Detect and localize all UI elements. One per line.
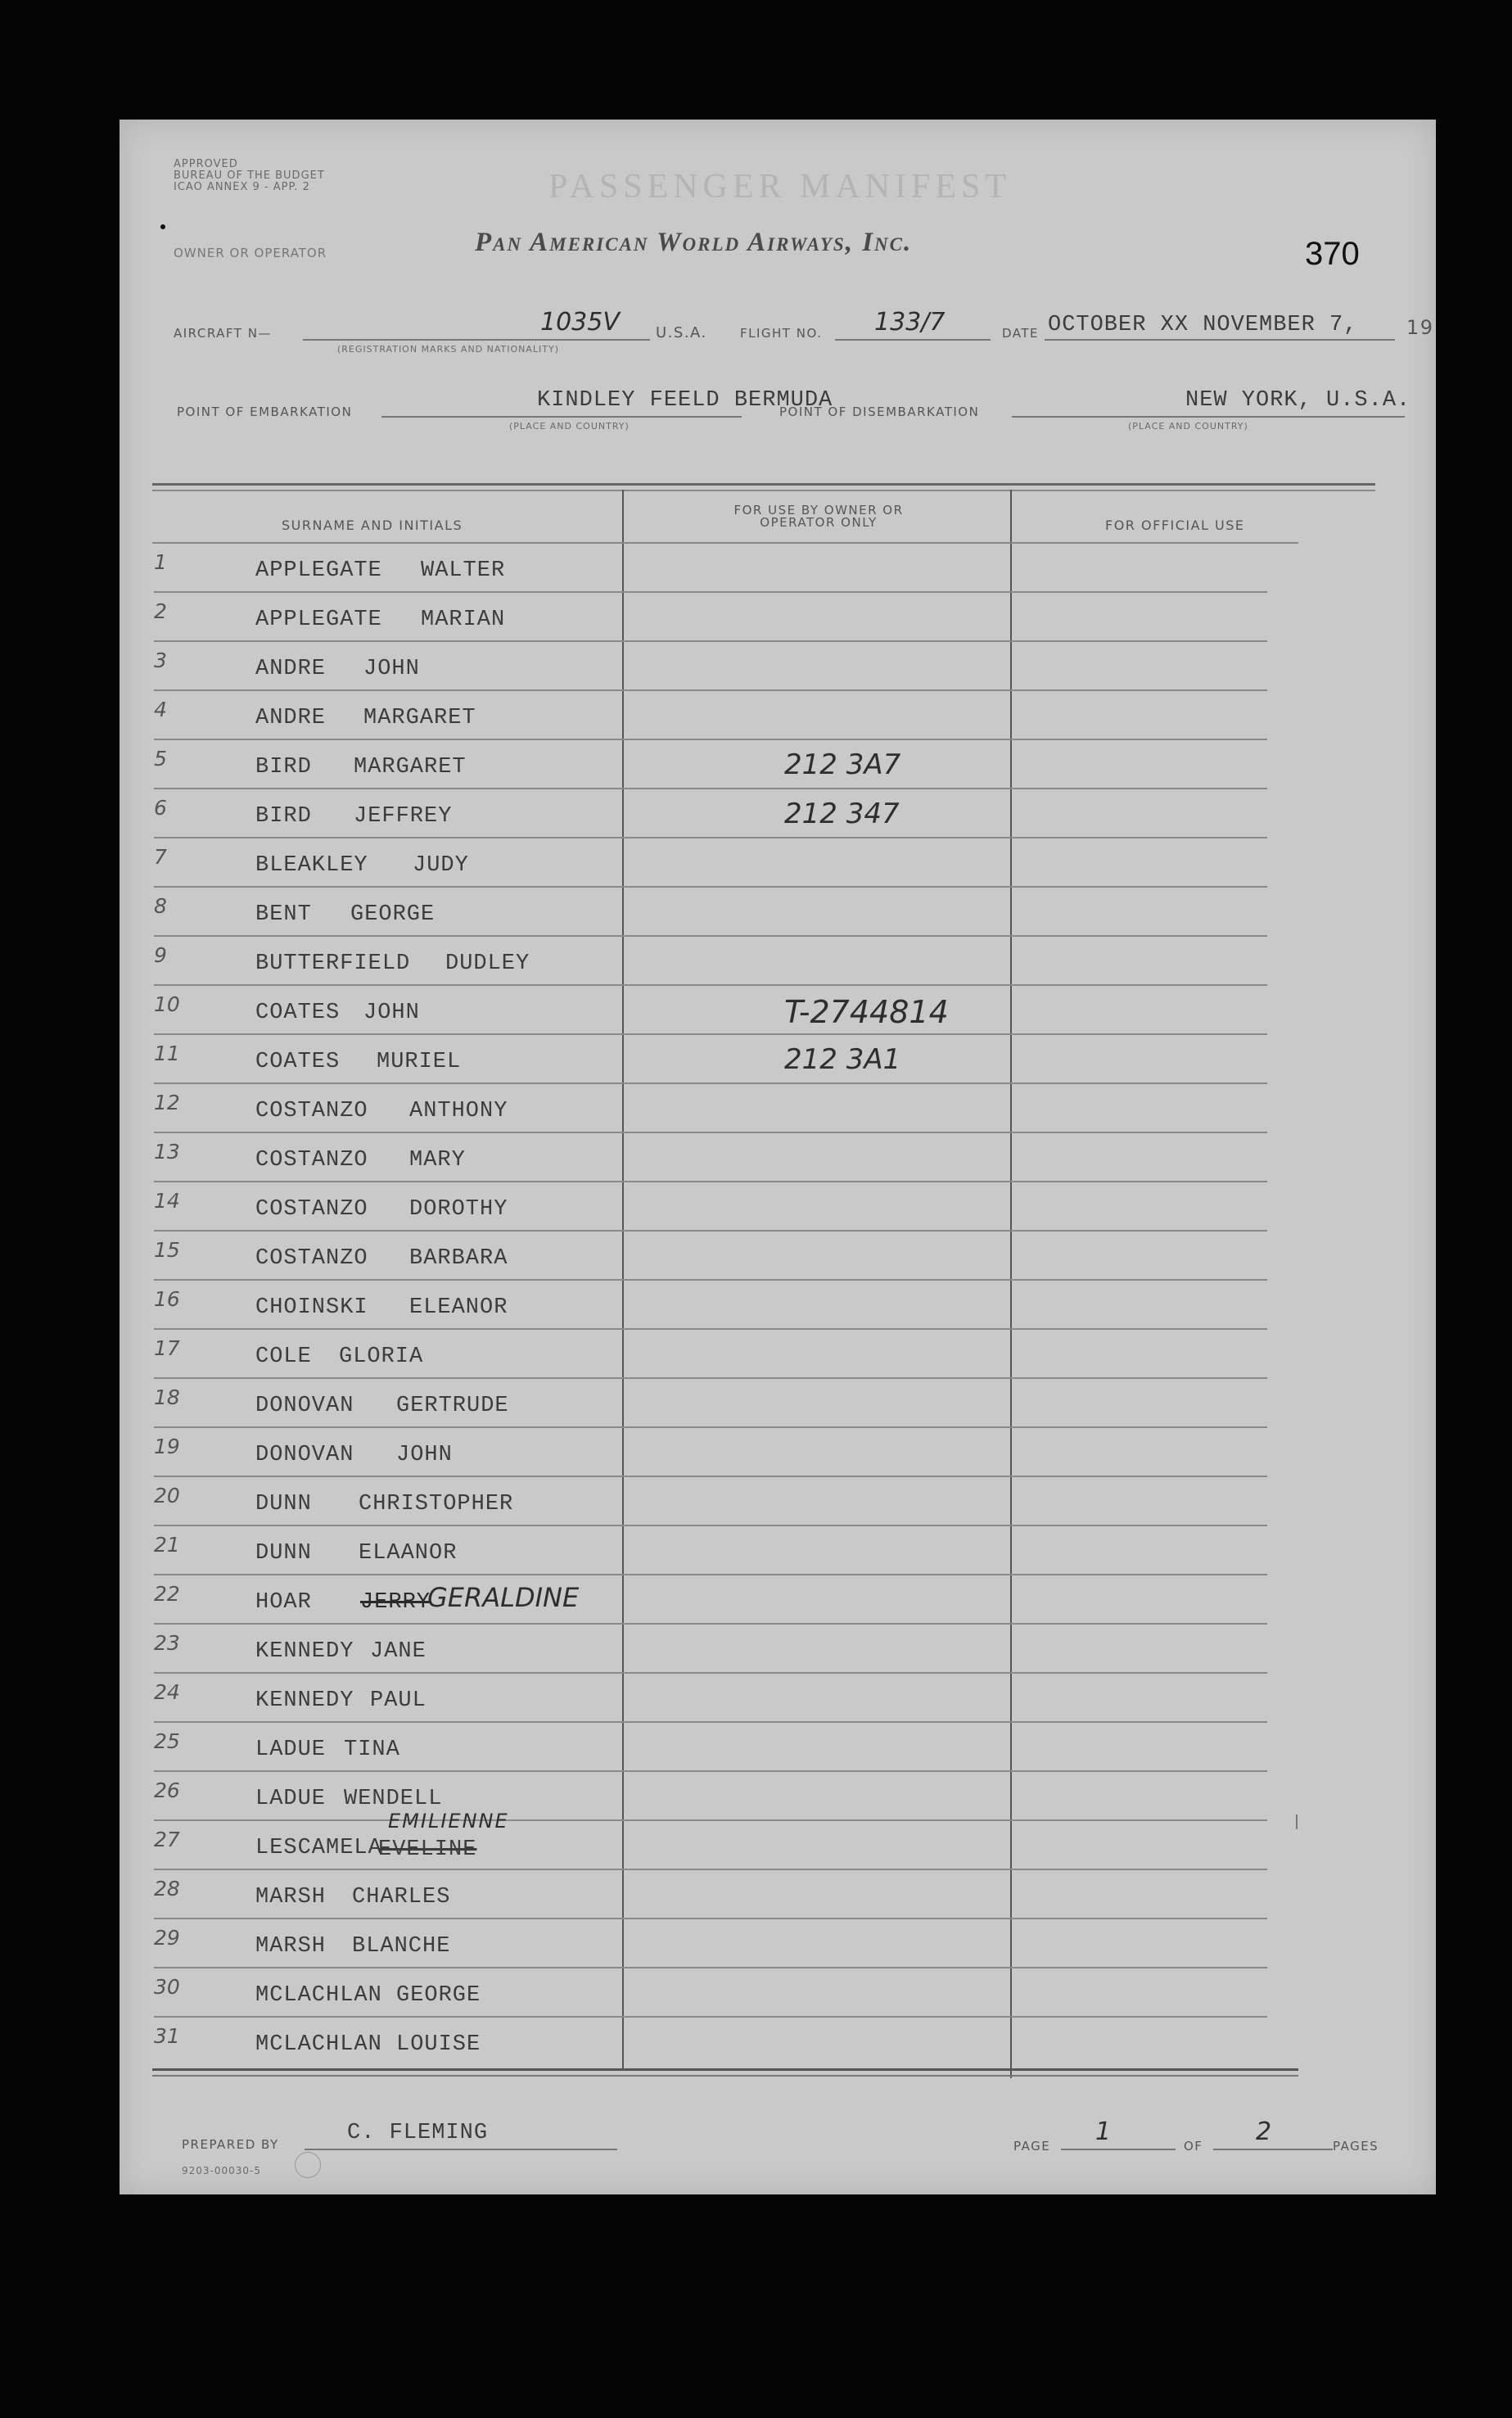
passenger-row xyxy=(154,1287,1300,1336)
page-value: 1 xyxy=(1095,2117,1112,2146)
surname: BIRD xyxy=(255,755,312,780)
passenger-row xyxy=(154,1336,1300,1385)
pages-label: PAGES xyxy=(1333,2139,1379,2154)
row-number: 20 xyxy=(154,1484,180,1507)
aircraft-country: U.S.A. xyxy=(656,324,707,341)
surname: ANDRE xyxy=(255,706,327,730)
surname: LADUE xyxy=(255,1787,327,1811)
row-rule xyxy=(154,591,1267,593)
row-rule xyxy=(154,1426,1267,1428)
row-rule xyxy=(154,1476,1267,1477)
surname: LESCAMELA xyxy=(255,1836,382,1860)
of-value: 2 xyxy=(1256,2117,1272,2146)
surname: ANDRE xyxy=(255,657,327,681)
given-name: ELAANOR xyxy=(359,1541,458,1566)
given-name: BARBARA xyxy=(409,1246,508,1271)
given-name: JEFFREY xyxy=(354,804,453,829)
given-name: PAUL xyxy=(370,1688,427,1713)
row-number: 3 xyxy=(154,649,167,672)
passenger-row xyxy=(154,1189,1300,1238)
passenger-row xyxy=(154,1582,1300,1631)
given-name: JOHN xyxy=(363,657,420,681)
row-rule xyxy=(154,935,1267,937)
passenger-row xyxy=(154,1975,1300,2024)
date-label: DATE xyxy=(1002,326,1040,341)
passenger-row xyxy=(154,1680,1300,1729)
surname: COATES xyxy=(255,1001,341,1025)
row-rule xyxy=(154,1377,1267,1379)
row-number: 21 xyxy=(154,1533,180,1557)
given-name-struck: JERRY xyxy=(360,1590,431,1615)
given-name: DUDLEY xyxy=(445,951,530,976)
disembark-value: NEW YORK, U.S.A. xyxy=(1185,388,1411,413)
surname: MARSH xyxy=(255,1934,327,1959)
row-rule xyxy=(154,1918,1267,1919)
surname: MARSH xyxy=(255,1885,327,1910)
row-number: 8 xyxy=(154,894,167,918)
row-number: 26 xyxy=(154,1778,180,1802)
row-number: 31 xyxy=(154,2024,180,2048)
row-number: 4 xyxy=(154,698,167,721)
surname: CHOINSKI xyxy=(255,1295,368,1320)
registration-caption: (REGISTRATION MARKS AND NATIONALITY) xyxy=(337,344,560,355)
row-number: 16 xyxy=(154,1287,180,1311)
flight-value: 133/7 xyxy=(874,308,946,337)
given-name-correction: GERALDINE xyxy=(427,1582,580,1613)
aircraft-value: 1035V xyxy=(540,308,620,337)
given-name: JOHN xyxy=(396,1443,453,1467)
page-stamp: 370 xyxy=(1305,236,1360,272)
embark-field xyxy=(381,386,833,418)
row-rule xyxy=(154,788,1267,789)
given-name: BLANCHE xyxy=(352,1934,451,1959)
row-rule xyxy=(154,1181,1267,1182)
row-number: 28 xyxy=(154,1877,180,1901)
table-bottom-rule xyxy=(152,2068,1298,2071)
given-name: MARY xyxy=(409,1148,466,1173)
prepared-value: C. FLEMING xyxy=(347,2121,489,2145)
row-number: 1 xyxy=(154,550,167,574)
passenger-row xyxy=(154,1926,1300,1975)
passenger-row xyxy=(154,747,1300,796)
given-name: ANTHONY xyxy=(409,1099,508,1123)
prepared-label: PREPARED BY xyxy=(182,2137,279,2152)
column-header-official-use: FOR OFFICIAL USE xyxy=(1105,517,1245,533)
given-name: GLORIA xyxy=(339,1345,424,1369)
passenger-row xyxy=(154,599,1300,649)
surname: DUNN xyxy=(255,1492,312,1516)
passenger-row xyxy=(154,1238,1300,1287)
given-name-correction: EMILIENNE xyxy=(388,1810,509,1833)
given-name: GEORGE xyxy=(396,1983,481,2008)
passenger-row xyxy=(154,1729,1300,1778)
approved-line: APPROVED xyxy=(174,158,238,170)
passenger-row xyxy=(154,1810,1300,1877)
given-name: CHRISTOPHER xyxy=(359,1492,514,1516)
operator-note: 212 3A1 xyxy=(784,1043,901,1076)
row-number: 10 xyxy=(154,992,180,1016)
passenger-row xyxy=(154,992,1300,1042)
row-rule xyxy=(154,1672,1267,1674)
passenger-row xyxy=(154,845,1300,894)
row-rule xyxy=(154,1230,1267,1232)
row-rule xyxy=(154,2016,1267,2018)
row-rule xyxy=(154,1574,1267,1575)
manifest-sheet xyxy=(120,120,1436,2194)
aircraft-field xyxy=(303,308,650,341)
row-number: 30 xyxy=(154,1975,180,1999)
surname: BIRD xyxy=(255,804,312,829)
row-number: 29 xyxy=(154,1926,180,1950)
surname: COSTANZO xyxy=(255,1246,368,1271)
approved-line: BUREAU OF THE BUDGET xyxy=(174,169,325,182)
approved-line: ICAO ANNEX 9 - APP. 2 xyxy=(174,181,310,193)
row-rule xyxy=(154,1328,1267,1330)
given-name: WALTER xyxy=(421,558,506,583)
passenger-row xyxy=(154,1091,1300,1140)
given-name: GEORGE xyxy=(350,902,436,927)
row-rule xyxy=(154,1082,1267,1084)
passenger-row xyxy=(154,894,1300,943)
row-number: 6 xyxy=(154,796,167,820)
surname: KENNEDY xyxy=(255,1639,354,1664)
surname: BENT xyxy=(255,902,312,927)
given-name: WENDELL xyxy=(344,1787,443,1811)
row-number: 14 xyxy=(154,1189,180,1213)
owner-label: OWNER OR OPERATOR xyxy=(174,246,327,260)
row-number: 11 xyxy=(154,1042,180,1065)
row-number: 15 xyxy=(154,1238,180,1262)
page-field xyxy=(1061,2117,1176,2150)
row-rule xyxy=(154,1033,1267,1035)
surname: DONOVAN xyxy=(255,1394,354,1418)
given-name: CHARLES xyxy=(352,1885,451,1910)
form-title: PASSENGER MANIFEST xyxy=(548,168,1012,206)
year-prefix: 19 xyxy=(1406,316,1434,339)
of-field xyxy=(1213,2117,1333,2150)
row-rule xyxy=(154,689,1267,691)
given-name: GERTRUDE xyxy=(396,1394,509,1418)
given-name: LOUISE xyxy=(396,2032,481,2057)
row-rule xyxy=(154,1623,1267,1625)
flight-label: FLIGHT NO. xyxy=(740,326,823,341)
embark-caption: (PLACE AND COUNTRY) xyxy=(509,421,630,432)
prepared-field xyxy=(305,2121,617,2150)
given-name: JOHN xyxy=(363,1001,420,1025)
row-rule xyxy=(154,984,1267,986)
row-number: 2 xyxy=(154,599,167,623)
passenger-row xyxy=(154,1877,1300,1926)
surname: COSTANZO xyxy=(255,1197,368,1222)
row-rule xyxy=(154,837,1267,838)
surname: APPLEGATE xyxy=(255,558,382,583)
row-number: 5 xyxy=(154,747,167,771)
row-rule xyxy=(154,886,1267,888)
airline-name: Pan American World Airways, Inc. xyxy=(475,228,913,257)
surname: BLEAKLEY xyxy=(255,853,368,878)
page-label: PAGE xyxy=(1013,2139,1051,2154)
passenger-row xyxy=(154,698,1300,747)
surname: DONOVAN xyxy=(255,1443,354,1467)
given-name: MARGARET xyxy=(354,755,467,780)
passenger-row xyxy=(154,2024,1300,2073)
disembark-caption: (PLACE AND COUNTRY) xyxy=(1128,421,1248,432)
given-name: DOROTHY xyxy=(409,1197,508,1222)
row-number: 13 xyxy=(154,1140,180,1164)
date-value: OCTOBER XX NOVEMBER 7, xyxy=(1048,313,1358,337)
row-rule xyxy=(154,1967,1267,1968)
approved-block xyxy=(174,159,325,193)
given-name-struck: EVELINE xyxy=(378,1837,477,1862)
row-rule xyxy=(154,1869,1267,1870)
passenger-row xyxy=(154,649,1300,698)
of-label: OF xyxy=(1184,2139,1203,2154)
surname: COATES xyxy=(255,1050,341,1074)
passenger-row xyxy=(154,1140,1300,1189)
passenger-row xyxy=(154,1533,1300,1582)
passenger-row xyxy=(154,943,1300,992)
row-rule xyxy=(154,1525,1267,1526)
surname: COLE xyxy=(255,1345,312,1369)
aircraft-label: AIRCRAFT N— xyxy=(174,326,272,341)
column-header-owner-use: FOR USE BY OWNER OR OPERATOR ONLY xyxy=(733,503,904,530)
operator-note: 212 3A7 xyxy=(784,748,901,781)
table-top-rule xyxy=(152,483,1375,486)
given-name: JANE xyxy=(370,1639,427,1664)
embark-label: POINT OF EMBARKATION xyxy=(177,405,353,419)
row-number: 9 xyxy=(154,943,167,967)
given-name: MURIEL xyxy=(377,1050,462,1074)
row-number: 27 xyxy=(154,1828,180,1851)
ink-dot xyxy=(160,224,165,229)
surname: DUNN xyxy=(255,1541,312,1566)
embark-value: KINDLEY FEELD BERMUDA xyxy=(537,388,833,413)
surname: MCLACHLAN xyxy=(255,1983,382,2008)
surname: APPLEGATE xyxy=(255,608,382,632)
row-rule xyxy=(154,1279,1267,1281)
surname: KENNEDY xyxy=(255,1688,354,1713)
row-number: 7 xyxy=(154,845,167,869)
passenger-row xyxy=(154,1778,1300,1828)
row-number: 19 xyxy=(154,1435,180,1458)
operator-note: T-2744814 xyxy=(784,994,949,1030)
row-rule xyxy=(154,1132,1267,1133)
passenger-row xyxy=(154,1385,1300,1435)
form-code: 9203-00030-5 xyxy=(182,2165,262,2176)
table-top-rule-2 xyxy=(152,490,1375,491)
passenger-row xyxy=(154,796,1300,845)
row-number: 23 xyxy=(154,1631,180,1655)
row-rule xyxy=(154,640,1267,642)
flight-field xyxy=(835,308,991,341)
row-rule xyxy=(154,1819,1267,1821)
passenger-row xyxy=(154,1484,1300,1533)
passenger-row xyxy=(154,1435,1300,1484)
row-rule xyxy=(154,1721,1267,1723)
printer-mark-icon xyxy=(295,2152,321,2178)
row-number: 25 xyxy=(154,1729,180,1753)
operator-note: 212 347 xyxy=(784,798,900,830)
row-number: 24 xyxy=(154,1680,180,1704)
column-header-names: SURNAME AND INITIALS xyxy=(282,517,463,533)
table-bottom-rule-2 xyxy=(152,2075,1298,2077)
row-number: 12 xyxy=(154,1091,180,1114)
surname: COSTANZO xyxy=(255,1099,368,1123)
row-number: 18 xyxy=(154,1385,180,1409)
header-rule xyxy=(152,542,1298,544)
passenger-row xyxy=(154,1042,1300,1091)
row-number: 17 xyxy=(154,1336,180,1360)
given-name: TINA xyxy=(344,1738,400,1762)
surname: BUTTERFIELD xyxy=(255,951,411,976)
given-name: JUDY xyxy=(413,853,469,878)
passenger-row xyxy=(154,550,1300,599)
date-field xyxy=(1045,311,1395,341)
row-rule xyxy=(154,1770,1267,1772)
given-name: MARGARET xyxy=(363,706,476,730)
disembark-label: POINT OF DISEMBARKATION xyxy=(779,405,980,419)
surname: MCLACHLAN xyxy=(255,2032,382,2057)
row-number: 22 xyxy=(154,1582,180,1606)
passenger-row xyxy=(154,1631,1300,1680)
surname: HOAR xyxy=(255,1590,312,1615)
surname: COSTANZO xyxy=(255,1148,368,1173)
disembark-field xyxy=(1012,386,1411,418)
row-rule xyxy=(154,739,1267,740)
given-name: ELEANOR xyxy=(409,1295,508,1320)
given-name: MARIAN xyxy=(421,608,506,632)
surname: LADUE xyxy=(255,1738,327,1762)
